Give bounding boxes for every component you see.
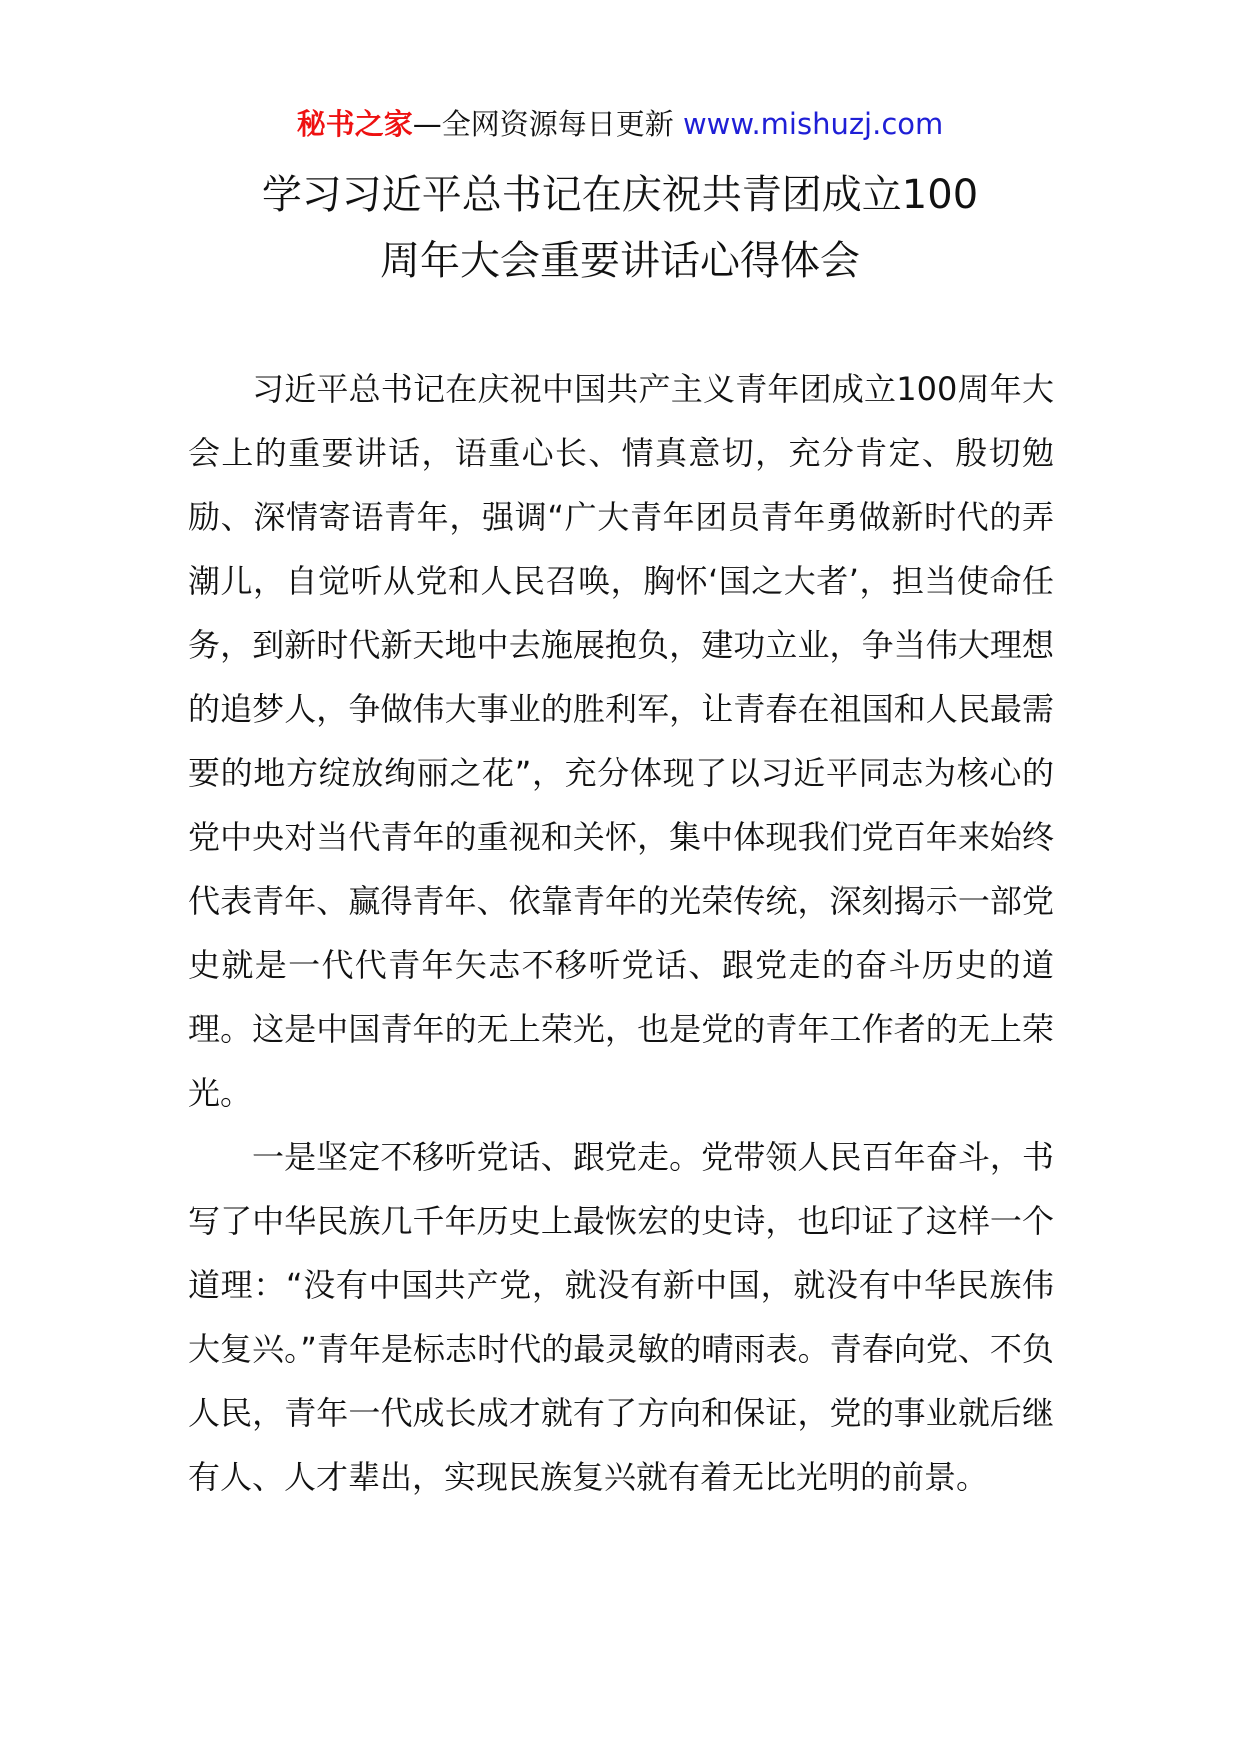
title-line-2: 周年大会重要讲话心得体会	[380, 238, 860, 284]
paragraph-2: 一是坚定不移听党话、跟党走。党带领人民百年奋斗，书写了中华民族几千年历史上最恢宏的史诗，也印证了这样一个道理：“没有中国共产党，就没有新中国，就没有中华民族伟大复兴。”青年是标志时代的最灵敏的晴雨表。青春向党、不负人民，青年一代成长成才就有了方向和保证，党的事业就后继有人、人才辈出，实现民族复兴就有着无比光明的前景。	[188, 1138, 1054, 1496]
site-url-link[interactable]: www.mishuzj.com	[682, 107, 944, 141]
site-header	[0, 104, 1240, 144]
title-line-1: 学习习近平总书记在庆祝共青团成立100	[261, 172, 979, 218]
document-title	[150, 162, 1090, 294]
site-brand: 秘书之家	[296, 107, 413, 141]
paragraph-1: 习近平总书记在庆祝中国共产主义青年团成立100周年大会上的重要讲话，语重心长、情真意切，充分肯定、殷切勉励、深情寄语青年，强调“广大青年团员青年勇做新时代的弄潮儿，自觉听从党和人民召唤，胸怀‘国之大者’，担当使命任务，到新时代新天地中去施展抱负，建功立业，争当伟大理想的追梦人，争做伟大事业的胜利军，让青春在祖国和人民最需要的地方绽放绚丽之花”，充分体现了以习近平同志为核心的党中央对当代青年的重视和关怀，集中体现我们党百年来始终代表青年、赢得青年、依靠青年的光荣传统，深刻揭示一部党史就是一代代青年矢志不移听党话、跟党走的奋斗历史的道理。这是中国青年的无上荣光，也是党的青年工作者的无上荣光。	[188, 370, 1054, 1112]
document-body	[188, 357, 1054, 1509]
site-slogan: —全网资源每日更新	[412, 107, 674, 141]
